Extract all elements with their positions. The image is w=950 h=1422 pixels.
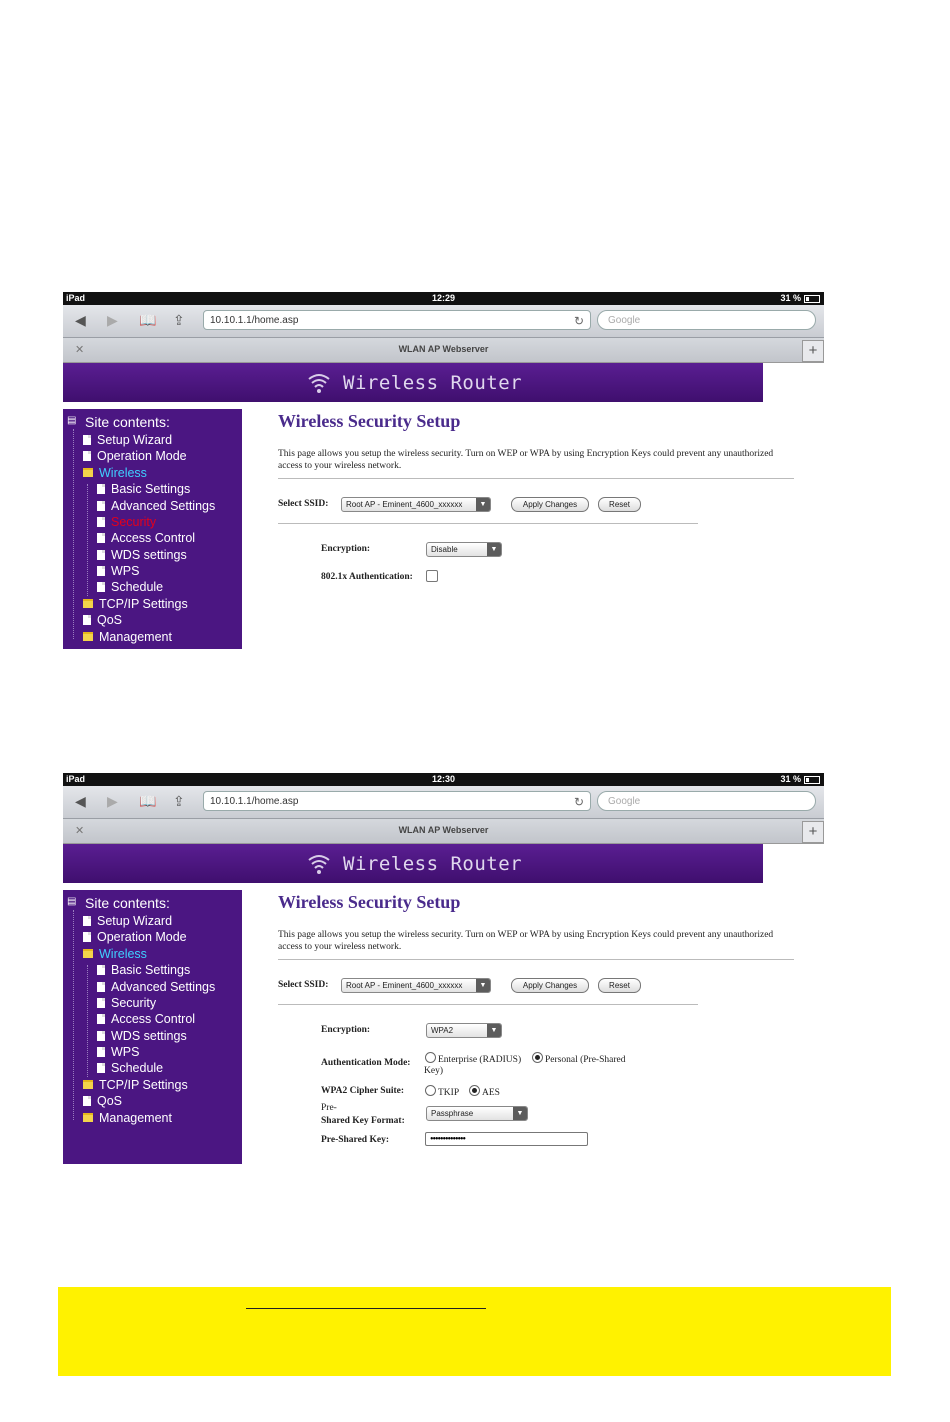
page-icon	[83, 435, 91, 445]
bookmarks-icon[interactable]: 📖	[139, 312, 157, 328]
radio-aes[interactable]	[469, 1085, 480, 1096]
sidebar-title: Site contents:	[85, 895, 170, 911]
page-icon	[97, 501, 105, 511]
divider	[278, 1004, 698, 1005]
screenshot-1	[63, 292, 824, 649]
url-field[interactable]	[203, 791, 591, 811]
sidebar-item-qos[interactable]: QoS	[83, 1094, 122, 1108]
clock: 12:30	[431, 774, 456, 784]
folder-open-icon	[83, 468, 93, 477]
sidebar-item-security[interactable]: Security	[97, 996, 156, 1010]
sidebar-item-wps[interactable]: WPS	[97, 1045, 139, 1059]
sidebar-item-tcpip-settings[interactable]: TCP/IP Settings	[83, 1078, 188, 1092]
ssid-select[interactable]: Root AP - Eminent_4600_xxxxxx ▼	[341, 497, 491, 512]
share-icon[interactable]: ⇪	[173, 312, 185, 328]
computer-icon: ▤	[67, 896, 77, 907]
tree-line	[73, 910, 74, 1120]
battery-percent: 31 %	[780, 774, 801, 784]
divider	[278, 523, 698, 524]
url-field[interactable]	[203, 310, 591, 330]
radio-tkip[interactable]	[425, 1085, 436, 1096]
sidebar-item-setup-wizard[interactable]: Setup Wizard	[83, 433, 172, 447]
browser-toolbar	[63, 305, 824, 338]
radio-enterprise[interactable]	[425, 1052, 436, 1063]
encryption-select[interactable]: WPA2 ▼	[426, 1023, 502, 1038]
psk-format-select[interactable]: Passphrase ▼	[426, 1106, 528, 1121]
back-icon[interactable]: ◀	[75, 793, 86, 809]
encryption-select[interactable]: Disable ▼	[426, 542, 502, 557]
ssid-label: Select SSID:	[278, 499, 329, 509]
battery-icon	[804, 776, 820, 784]
ios-status-bar	[63, 292, 824, 305]
auth-personal-option[interactable]: Personal (Pre-Shared	[532, 1052, 625, 1065]
sidebar-item-tcpip-settings[interactable]: TCP/IP Settings	[83, 597, 188, 611]
close-tab-icon[interactable]: ✕	[75, 344, 85, 356]
sidebar-item-management[interactable]: Management	[83, 1111, 172, 1125]
new-tab-icon[interactable]: +	[802, 821, 824, 843]
psk-input[interactable]: ••••••••••••••	[425, 1132, 588, 1146]
folder-open-icon	[83, 949, 93, 958]
tree-line	[87, 965, 88, 1077]
sidebar-item-wireless[interactable]: Wireless	[83, 466, 147, 480]
psk-label: Pre-Shared Key:	[321, 1135, 389, 1145]
forward-icon[interactable]: ▶	[107, 312, 118, 328]
sidebar-item-schedule[interactable]: Schedule	[97, 580, 163, 594]
ssid-label: Select SSID:	[278, 980, 329, 990]
auth-mode-label: Authentication Mode:	[321, 1058, 411, 1068]
psk-format-label-line1: Pre-	[321, 1103, 337, 1113]
wifi-icon	[307, 369, 331, 397]
auth-personal-continued: Key)	[424, 1066, 443, 1076]
bookmarks-icon[interactable]: 📖	[139, 793, 157, 809]
page-icon	[83, 451, 91, 461]
cipher-suite-label: WPA2 Cipher Suite:	[321, 1086, 405, 1096]
sidebar-item-wds-settings[interactable]: WDS settings	[97, 548, 187, 562]
screenshot-2	[63, 773, 824, 1164]
page-description: This page allows you setup the wireless security. Turn on WEP or WPA by using Encryption Keys could prevent any unauthorized access to your wireless network.	[278, 449, 774, 471]
device-label: iPad	[66, 774, 86, 784]
chevron-down-icon: ▼	[476, 979, 490, 992]
search-field[interactable]: Google	[597, 791, 816, 811]
page-icon	[97, 517, 105, 527]
battery-percent: 31 %	[780, 293, 801, 303]
tree-line	[73, 429, 74, 639]
page-icon	[97, 1014, 105, 1024]
sidebar-item-security[interactable]: Security	[97, 515, 156, 529]
close-tab-icon[interactable]: ✕	[75, 825, 85, 837]
folder-icon	[83, 1113, 93, 1122]
sidebar-item-operation-mode[interactable]: Operation Mode	[83, 930, 187, 944]
router-banner	[63, 363, 763, 402]
divider	[278, 959, 794, 960]
sidebar-item-wps[interactable]: WPS	[97, 564, 139, 578]
sidebar-item-operation-mode[interactable]: Operation Mode	[83, 449, 187, 463]
router-banner	[63, 844, 763, 883]
auth-8021x-label: 802.1x Authentication:	[321, 572, 413, 582]
tab-title[interactable]: WLAN AP Webserver	[398, 825, 489, 835]
wifi-icon	[307, 850, 331, 878]
page-icon	[97, 566, 105, 576]
sidebar	[63, 409, 242, 649]
reset-button[interactable]: Reset	[598, 497, 641, 512]
page-icon	[97, 582, 105, 592]
auth-enterprise-option[interactable]: Enterprise (RADIUS)	[425, 1052, 521, 1065]
page-icon	[97, 1047, 105, 1057]
forward-icon[interactable]: ▶	[107, 793, 118, 809]
ssid-select[interactable]: Root AP - Eminent_4600_xxxxxx ▼	[341, 978, 491, 993]
page-icon	[83, 932, 91, 942]
new-tab-icon[interactable]: +	[802, 340, 824, 362]
page-icon	[97, 998, 105, 1008]
page-icon	[97, 965, 105, 975]
chevron-down-icon: ▼	[487, 543, 501, 556]
sidebar-item-schedule[interactable]: Schedule	[97, 1061, 163, 1075]
cipher-tkip-option[interactable]: TKIP	[425, 1085, 459, 1098]
page-icon	[83, 1096, 91, 1106]
chevron-down-icon: ▼	[487, 1024, 501, 1037]
chevron-down-icon: ▼	[513, 1107, 527, 1120]
sidebar-item-basic-settings[interactable]: Basic Settings	[97, 482, 190, 496]
page-icon	[97, 533, 105, 543]
chevron-down-icon: ▼	[476, 498, 490, 511]
sidebar-item-access-control[interactable]: Access Control	[97, 531, 195, 545]
sidebar-item-advanced-settings[interactable]: Advanced Settings	[97, 499, 215, 513]
banner-title: Wireless Router	[343, 853, 523, 875]
page-title: Wireless Security Setup	[278, 411, 461, 431]
page-icon	[97, 1063, 105, 1073]
banner-title: Wireless Router	[343, 372, 523, 394]
underline-rule	[246, 1308, 486, 1309]
sidebar-item-qos[interactable]: QoS	[83, 613, 122, 627]
url-text: 10.10.1.1/home.asp	[210, 796, 299, 807]
page-icon	[97, 550, 105, 560]
url-text: 10.10.1.1/home.asp	[210, 315, 299, 326]
radio-personal[interactable]	[532, 1052, 543, 1063]
sidebar-item-access-control[interactable]: Access Control	[97, 1012, 195, 1026]
apply-changes-button[interactable]: Apply Changes	[511, 978, 589, 993]
main-content	[278, 409, 818, 649]
sidebar-item-basic-settings[interactable]: Basic Settings	[97, 963, 190, 977]
share-icon[interactable]: ⇪	[173, 793, 185, 809]
page-icon	[97, 484, 105, 494]
highlight-box	[58, 1287, 891, 1376]
page-description: This page allows you setup the wireless security. Turn on WEP or WPA by using Encryption Keys could prevent any unauthorized access to your wireless network.	[278, 930, 774, 952]
page-icon	[83, 615, 91, 625]
page-icon	[97, 982, 105, 992]
cipher-aes-option[interactable]: AES	[469, 1085, 500, 1098]
sidebar-title: Site contents:	[85, 414, 170, 430]
main-content	[278, 890, 818, 1164]
device-label: iPad	[66, 293, 86, 303]
reset-button[interactable]: Reset	[598, 978, 641, 993]
sidebar	[63, 890, 242, 1164]
search-field[interactable]: Google	[597, 310, 816, 330]
auth-8021x-checkbox[interactable]	[426, 570, 438, 582]
sidebar-item-wireless[interactable]: Wireless	[83, 947, 147, 961]
back-icon[interactable]: ◀	[75, 312, 86, 328]
encryption-label: Encryption:	[321, 1025, 371, 1035]
page-icon	[83, 916, 91, 926]
tab-title[interactable]: WLAN AP Webserver	[398, 344, 489, 354]
reload-icon[interactable]: ↻	[573, 795, 584, 809]
tab-bar	[63, 338, 824, 363]
tab-bar	[63, 819, 824, 844]
clock: 12:29	[431, 293, 456, 303]
folder-icon	[83, 1080, 93, 1089]
battery-icon	[804, 295, 820, 303]
reload-icon[interactable]: ↻	[573, 314, 584, 328]
ios-status-bar	[63, 773, 824, 786]
page-title: Wireless Security Setup	[278, 892, 461, 912]
encryption-label: Encryption:	[321, 544, 371, 554]
page-icon	[97, 1031, 105, 1041]
browser-toolbar	[63, 786, 824, 819]
computer-icon: ▤	[67, 415, 77, 426]
psk-format-label-line2: Shared Key Format:	[321, 1116, 405, 1126]
sidebar-item-management[interactable]: Management	[83, 630, 172, 644]
sidebar-item-setup-wizard[interactable]: Setup Wizard	[83, 914, 172, 928]
folder-icon	[83, 599, 93, 608]
tree-line	[87, 484, 88, 596]
sidebar-item-advanced-settings[interactable]: Advanced Settings	[97, 980, 215, 994]
apply-changes-button[interactable]: Apply Changes	[511, 497, 589, 512]
sidebar-item-wds-settings[interactable]: WDS settings	[97, 1029, 187, 1043]
divider	[278, 478, 794, 479]
folder-icon	[83, 632, 93, 641]
